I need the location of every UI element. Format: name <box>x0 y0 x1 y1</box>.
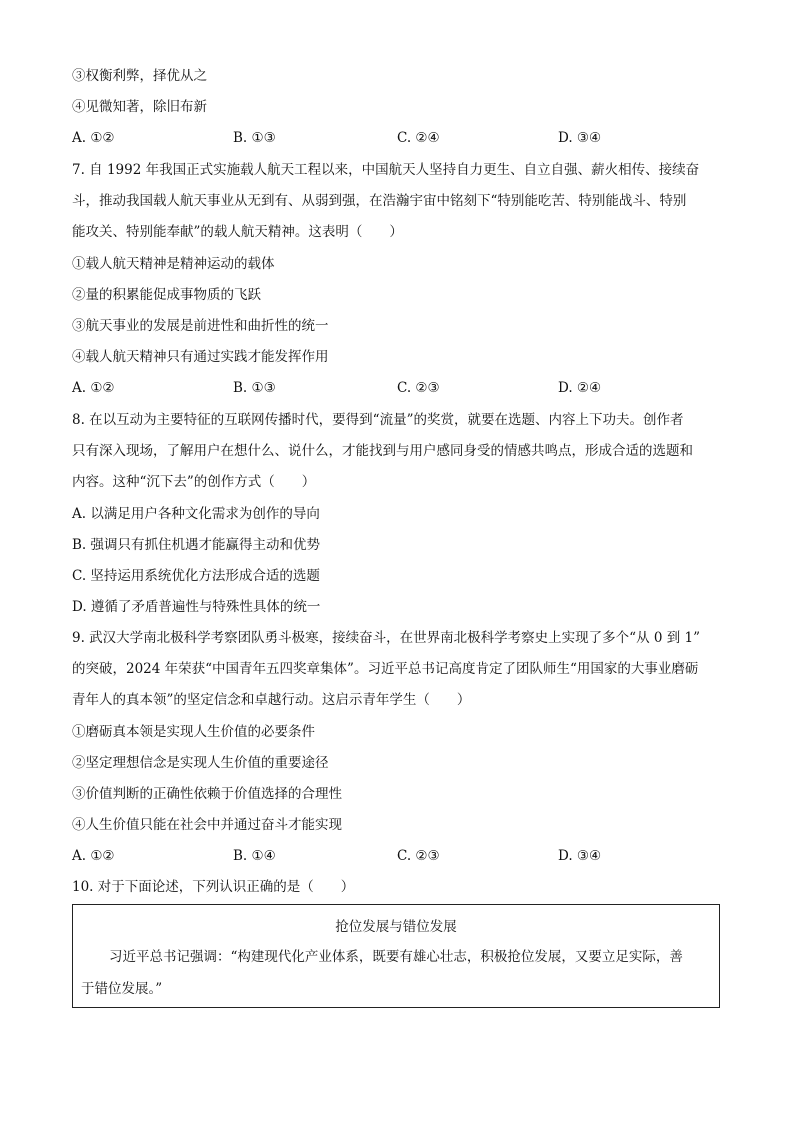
q8-option-a: A. 以满足用户各种文化需求为创作的导向 <box>72 506 320 522</box>
q9-item-4: ④人生价值只能在社会中并通过奋斗才能实现 <box>72 817 342 833</box>
q9-item-1: ①磨砺真本领是实现人生价值的必要条件 <box>72 724 315 740</box>
q7-item-3: ③航天事业的发展是前进性和曲折性的统一 <box>72 318 329 334</box>
q7-item-1: ①载人航天精神是精神运动的载体 <box>72 256 275 272</box>
q10-material-box <box>72 904 720 1008</box>
q9-option-a: A. ①② <box>72 848 115 864</box>
q6-option-b: B. ①③ <box>233 130 276 146</box>
q6-option-a: A. ①② <box>72 130 115 146</box>
q10-stem: 10. 对于下面论述，下列认识正确的是（ ） <box>72 879 355 895</box>
q10-box-title: 抢位发展与错位发展 <box>335 919 457 935</box>
q9-option-b: B. ①④ <box>233 848 276 864</box>
q9-option-d: D. ③④ <box>558 848 602 864</box>
q6-option-c: C. ②④ <box>397 130 440 146</box>
q8-option-c: C. 坚持运用系统优化方法形成合适的选题 <box>72 568 320 584</box>
q8-option-b: B. 强调只有抓住机遇才能赢得主动和优势 <box>72 537 321 553</box>
q7-option-d: D. ②④ <box>558 380 602 396</box>
q9-stem-line-3: 青年人的真本领”的坚定信念和卓越行动。这启示青年学生（ ） <box>72 692 471 708</box>
q9-option-c: C. ②③ <box>397 848 440 864</box>
q7-stem-line-3: 能攻关、特别能奉献”的载人航天精神。这表明（ ） <box>72 224 403 240</box>
q8-stem-line-2: 只有深入现场，了解用户在想什么、说什么，才能找到与用户感同身受的情感共鸣点，形成合适的选题和 <box>72 443 693 459</box>
q9-stem-line-1: 9. 武汉大学南北极科学考察团队勇斗极寒，接续奋斗，在世界南北极科学考察史上实现了多个“从 0 到 1” <box>72 630 701 646</box>
q8-stem-line-3: 内容。这种“沉下去”的创作方式（ ） <box>72 474 316 490</box>
q6-item-3: ③权衡利弊，择优从之 <box>72 68 207 84</box>
q10-box-text-line-1: 习近平总书记强调：“构建现代化产业体系，既要有雄心壮志，积极抢位发展，又要立足实际，善 <box>109 949 683 965</box>
q9-item-2: ②坚定理想信念是实现人生价值的重要途径 <box>72 755 329 771</box>
q8-stem-line-1: 8. 在以互动为主要特征的互联网传播时代，要得到“流量”的奖赏，就要在选题、内容上下功夫。创作者 <box>72 412 684 428</box>
q7-item-2: ②量的积累能促成事物质的飞跃 <box>72 287 261 303</box>
q6-item-4: ④见微知著，除旧布新 <box>72 99 207 115</box>
q9-item-3: ③价值判断的正确性依赖于价值选择的合理性 <box>72 786 342 802</box>
q7-stem-line-1: 7. 自 1992 年我国正式实施载人航天工程以来，中国航天人坚持自力更生、自立自强、薪火相传、接续奋 <box>72 162 700 178</box>
q6-option-d: D. ③④ <box>558 130 602 146</box>
q8-option-d: D. 遵循了矛盾普遍性与特殊性具体的统一 <box>72 599 321 615</box>
q7-option-b: B. ①③ <box>233 380 276 396</box>
q7-option-a: A. ①② <box>72 380 115 396</box>
q7-item-4: ④载人航天精神只有通过实践才能发挥作用 <box>72 349 329 365</box>
q9-stem-line-2: 的突破，2024 年荣获“中国青年五四奖章集体”。习近平总书记高度肯定了团队师生“用国家的大事业磨砺 <box>72 661 699 677</box>
q7-stem-line-2: 斗，推动我国载人航天事业从无到有、从弱到强，在浩瀚宇宙中铭刻下“特别能吃苦、特别能战斗、特别 <box>72 193 687 209</box>
q7-option-c: C. ②③ <box>397 380 440 396</box>
q10-box-text-line-2: 于错位发展。” <box>81 981 163 997</box>
